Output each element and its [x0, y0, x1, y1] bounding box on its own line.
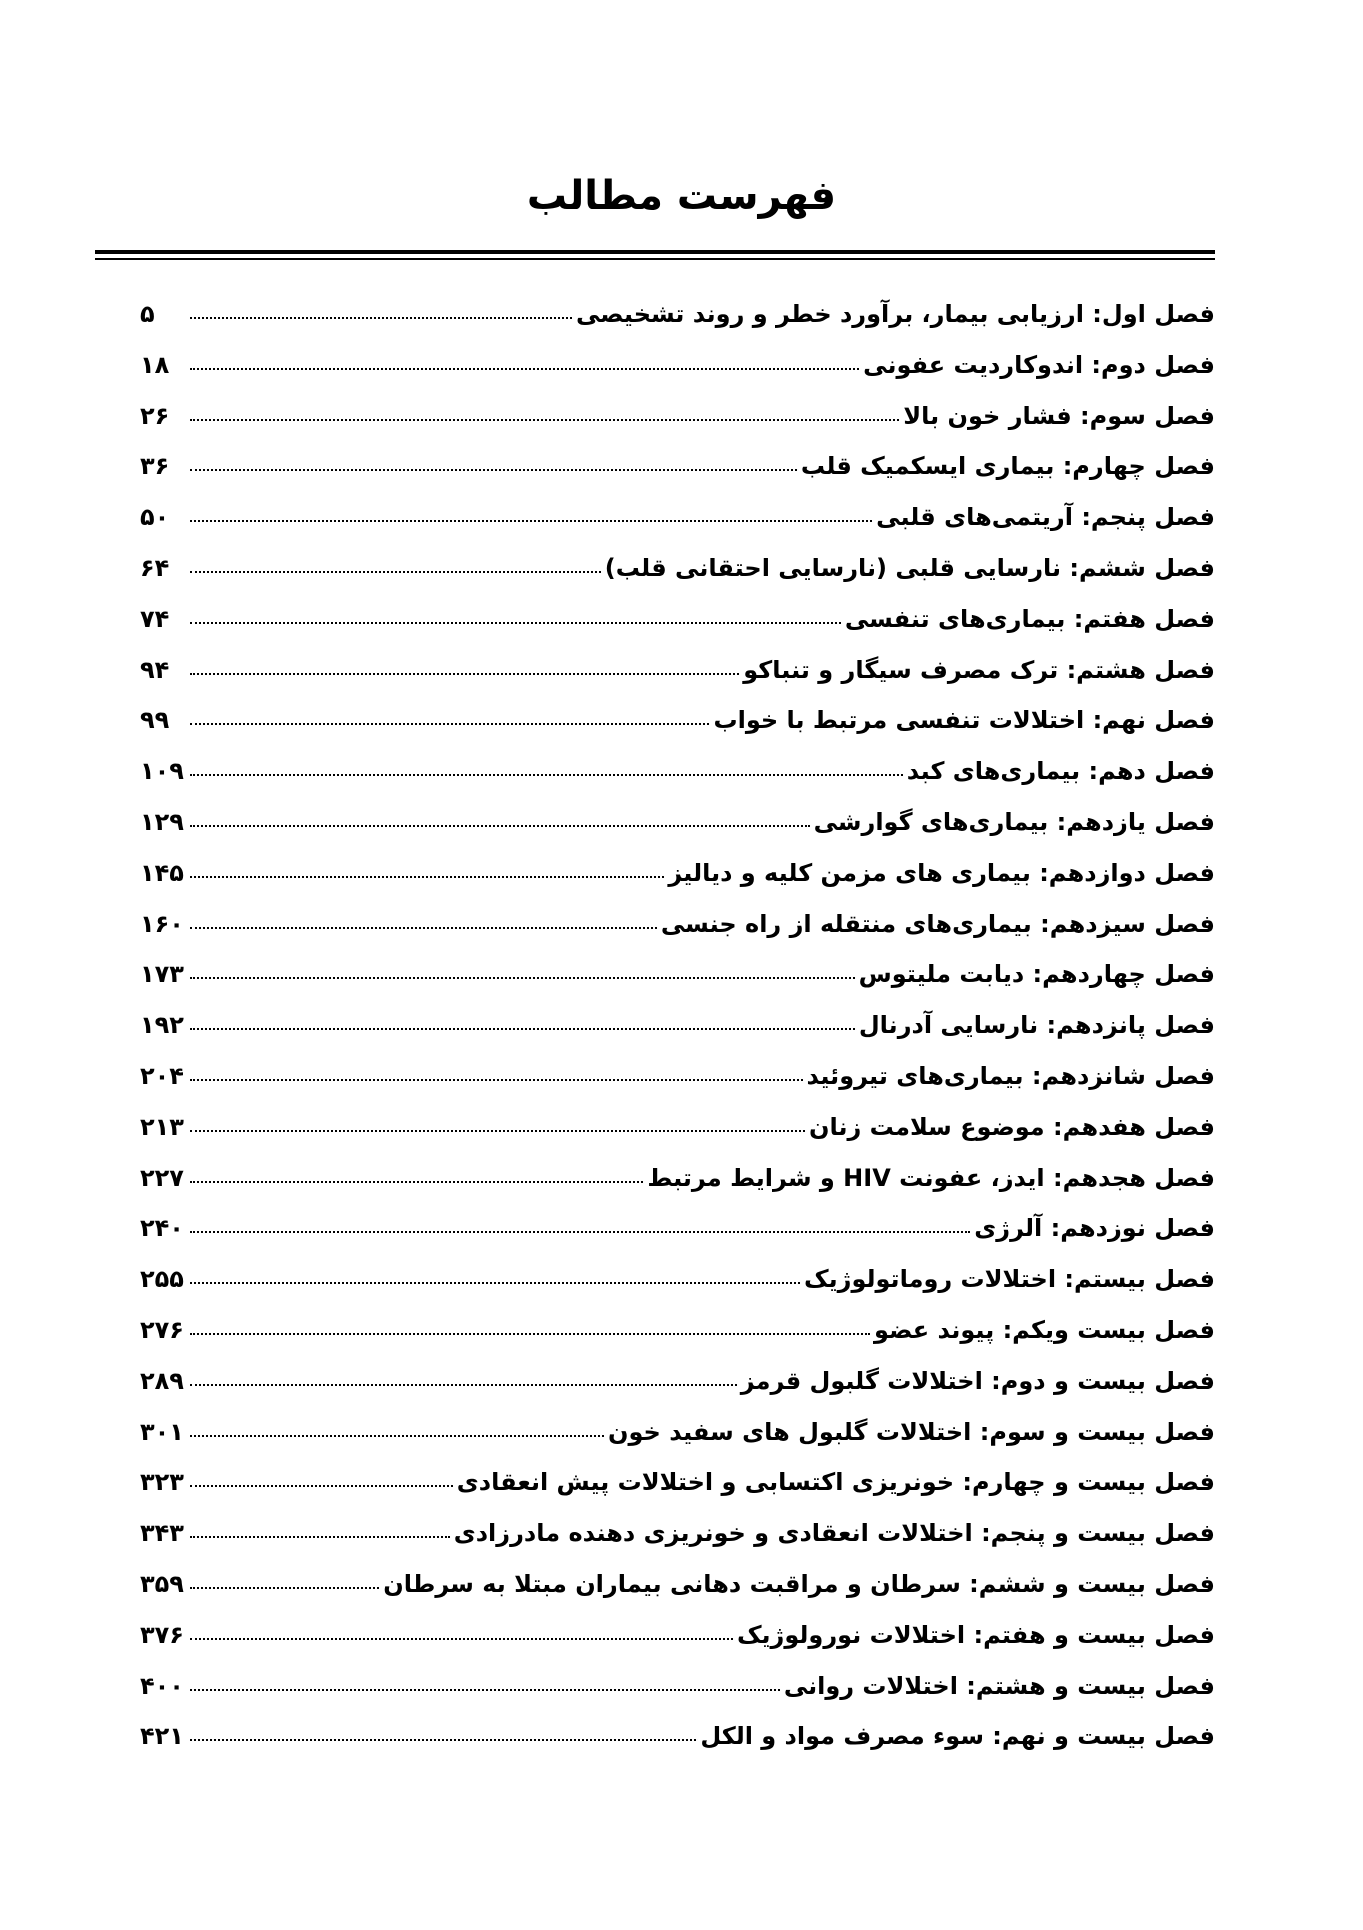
- toc-entry-title: فصل چهاردهم: دیابت ملیتوس: [858, 960, 1215, 989]
- toc-entry[interactable]: [140, 1722, 1215, 1773]
- toc-dot-leader: [190, 1587, 379, 1589]
- toc-dot-leader: [190, 1282, 800, 1284]
- title-divider-thick: [95, 250, 1215, 254]
- toc-entry-title: فصل بیست و سوم: اختلالات گلبول های سفید خون: [608, 1417, 1215, 1446]
- toc-entry-page-number: ۴۲۱: [140, 1722, 184, 1751]
- toc-entry[interactable]: [140, 1367, 1215, 1418]
- toc-dot-leader: [190, 1435, 604, 1437]
- toc-dot-leader: [190, 1079, 803, 1081]
- toc-entry[interactable]: [140, 503, 1215, 554]
- title-divider-thin: [95, 258, 1215, 260]
- toc-entry-title: فصل بیست و ششم: سرطان و مراقبت دهانی بیماران مبتلا به سرطان: [383, 1569, 1215, 1598]
- toc-entry-title: فصل شانزدهم: بیماری‌های تیروئید: [806, 1061, 1215, 1090]
- toc-entry-title: فصل هشتم: ترک مصرف سیگار و تنباکو: [743, 655, 1215, 684]
- toc-entry-page-number: ۹۴: [140, 655, 170, 684]
- toc-entry-page-number: ۲۱۳: [140, 1112, 184, 1141]
- toc-entry[interactable]: [140, 656, 1215, 707]
- toc-dot-leader: [190, 1485, 453, 1487]
- toc-entry[interactable]: [140, 1519, 1215, 1570]
- toc-dot-leader: [190, 723, 709, 725]
- toc-entry-title: فصل بیست و پنجم: اختلالات انعقادی و خونریزی دهنده مادرزادی: [453, 1519, 1215, 1548]
- toc-entry-page-number: ۲۴۰: [140, 1214, 184, 1243]
- toc-entry-title: فصل پانزدهم: نارسایی آدرنال: [858, 1011, 1215, 1040]
- toc-entry-title: فصل دوم: اندوکاردیت عفونی: [863, 350, 1215, 379]
- toc-entry-title: فصل نوزدهم: آلرژی: [974, 1214, 1215, 1243]
- toc-entry[interactable]: [140, 1570, 1215, 1621]
- toc-entry[interactable]: [140, 1164, 1215, 1215]
- toc-entry-title: فصل بیست ویکم: پیوند عضو: [874, 1315, 1215, 1344]
- toc-entry-page-number: ۴۰۰: [140, 1671, 184, 1700]
- toc-entry-page-number: ۳۴۳: [140, 1519, 184, 1548]
- toc-entry-page-number: ۱۴۵: [140, 858, 184, 887]
- toc-entry-title: فصل بیست و دوم: اختلالات گلبول قرمز: [740, 1366, 1215, 1395]
- toc-entry[interactable]: [140, 1468, 1215, 1519]
- toc-dot-leader: [190, 1333, 870, 1335]
- toc-dot-leader: [190, 1689, 780, 1691]
- toc-dot-leader: [190, 1181, 643, 1183]
- toc-entry[interactable]: [140, 1316, 1215, 1367]
- toc-entry[interactable]: [140, 300, 1215, 351]
- toc-entry[interactable]: [140, 910, 1215, 961]
- toc-dot-leader: [190, 825, 810, 827]
- toc-entry[interactable]: [140, 1621, 1215, 1672]
- toc-entry[interactable]: [140, 1113, 1215, 1164]
- toc-dot-leader: [190, 774, 903, 776]
- toc-entry[interactable]: [140, 1214, 1215, 1265]
- toc-entry-page-number: ۲۰۴: [140, 1061, 184, 1090]
- toc-dot-leader: [190, 673, 739, 675]
- toc-dot-leader: [190, 622, 841, 624]
- toc-entry-page-number: ۹۹: [140, 706, 170, 735]
- toc-entry[interactable]: [140, 859, 1215, 910]
- toc-entry-title: فصل بیست و هفتم: اختلالات نورولوژیک: [736, 1620, 1215, 1649]
- toc-dot-leader: [190, 520, 872, 522]
- toc-entry-page-number: ۵: [140, 300, 155, 328]
- toc-dot-leader: [190, 469, 797, 471]
- toc-entry[interactable]: [140, 1418, 1215, 1469]
- toc-entry-page-number: ۱۶۰: [140, 909, 184, 938]
- toc-entry-page-number: ۳۶: [140, 452, 170, 481]
- toc-entry-page-number: ۲۶: [140, 401, 170, 430]
- toc-entry-page-number: ۳۷۶: [140, 1620, 184, 1649]
- page-title: فهرست مطالب: [526, 173, 837, 219]
- toc-dot-leader: [190, 1536, 450, 1538]
- toc-entry-page-number: ۱۲۹: [140, 807, 184, 836]
- toc-entry-page-number: ۶۴: [140, 553, 170, 582]
- toc-entry-title: فصل نهم: اختلالات تنفسی مرتبط با خواب: [713, 706, 1215, 735]
- toc-dot-leader: [190, 1739, 696, 1741]
- toc-entry[interactable]: [140, 1672, 1215, 1723]
- toc-entry-title: فصل دهم: بیماری‌های کبد: [906, 757, 1215, 786]
- toc-dot-leader: [190, 419, 899, 421]
- toc-dot-leader: [190, 1231, 970, 1233]
- toc-dot-leader: [190, 977, 855, 979]
- toc-entry[interactable]: [140, 402, 1215, 453]
- toc-entry-title: فصل ششم: نارسایی قلبی (نارسایی احتقانی قلب): [604, 553, 1215, 582]
- toc-entry-page-number: ۱۰۹: [140, 757, 184, 786]
- toc-dot-leader: [190, 876, 664, 878]
- toc-entry-page-number: ۲۲۷: [140, 1163, 184, 1192]
- toc-entry-title: فصل هفدهم: موضوع سلامت زنان: [809, 1112, 1215, 1141]
- toc-dot-leader: [190, 1130, 805, 1132]
- toc-entry[interactable]: [140, 351, 1215, 402]
- toc-entry-page-number: ۳۲۳: [140, 1468, 184, 1497]
- toc-entry[interactable]: [140, 1011, 1215, 1062]
- toc-entry[interactable]: [140, 960, 1215, 1011]
- toc-entry-title: فصل پنجم: آریتمی‌های قلبی: [876, 503, 1215, 532]
- toc-entry-page-number: ۲۵۵: [140, 1265, 184, 1294]
- toc-entry-page-number: ۷۴: [140, 604, 170, 633]
- toc-entry-title: فصل بیستم: اختلالات روماتولوژیک: [804, 1265, 1215, 1294]
- toc-entry-title: فصل سیزدهم: بیماری‌های منتقله از راه جنسی: [660, 909, 1215, 938]
- toc-entry-title: فصل بیست و چهارم: خونریزی اکتسابی و اختلالات پیش انعقادی: [456, 1468, 1215, 1497]
- toc-entry-page-number: ۱۸: [140, 350, 170, 379]
- toc-entry-title: فصل هجدهم: ایدز، عفونت HIV و شرایط مرتبط: [647, 1163, 1215, 1192]
- toc-dot-leader: [190, 571, 601, 573]
- toc-entry[interactable]: [140, 706, 1215, 757]
- toc-dot-leader: [190, 1384, 737, 1386]
- toc-entry-page-number: ۲۸۹: [140, 1366, 184, 1395]
- toc-entry[interactable]: [140, 452, 1215, 503]
- toc-entry-page-number: ۱۷۳: [140, 960, 184, 989]
- table-of-contents: [140, 300, 1215, 1773]
- toc-entry[interactable]: [140, 554, 1215, 605]
- toc-entry-title: فصل بیست و هشتم: اختلالات روانی: [783, 1671, 1215, 1700]
- toc-entry[interactable]: [140, 808, 1215, 859]
- toc-entry-page-number: ۵۰: [140, 503, 170, 532]
- toc-entry-title: فصل سوم: فشار خون بالا: [903, 401, 1215, 430]
- toc-entry-page-number: ۱۹۲: [140, 1011, 184, 1040]
- toc-entry-title: فصل یازدهم: بیماری‌های گوارشی: [813, 807, 1215, 836]
- toc-dot-leader: [190, 927, 657, 929]
- toc-entry-page-number: ۲۷۶: [140, 1315, 184, 1344]
- toc-dot-leader: [190, 1638, 733, 1640]
- toc-dot-leader: [190, 1028, 855, 1030]
- toc-entry-title: فصل چهارم: بیماری ایسکمیک قلب: [800, 452, 1215, 481]
- toc-dot-leader: [190, 317, 572, 319]
- toc-entry-title: فصل هفتم: بیماری‌های تنفسی: [844, 604, 1215, 633]
- toc-entry[interactable]: [140, 605, 1215, 656]
- toc-entry-title: فصل دوازدهم: بیماری های مزمن کلیه و دیالیز: [668, 858, 1215, 887]
- toc-entry[interactable]: [140, 1062, 1215, 1113]
- toc-entry-page-number: ۳۵۹: [140, 1569, 184, 1598]
- toc-entry[interactable]: [140, 1265, 1215, 1316]
- toc-entry-title: فصل اول: ارزیابی بیمار، برآورد خطر و روند تشخیصی: [575, 300, 1215, 328]
- toc-dot-leader: [190, 368, 859, 370]
- toc-entry[interactable]: [140, 757, 1215, 808]
- toc-entry-title: فصل بیست و نهم: سوء مصرف مواد و الکل: [700, 1722, 1215, 1751]
- toc-entry-page-number: ۳۰۱: [140, 1417, 184, 1446]
